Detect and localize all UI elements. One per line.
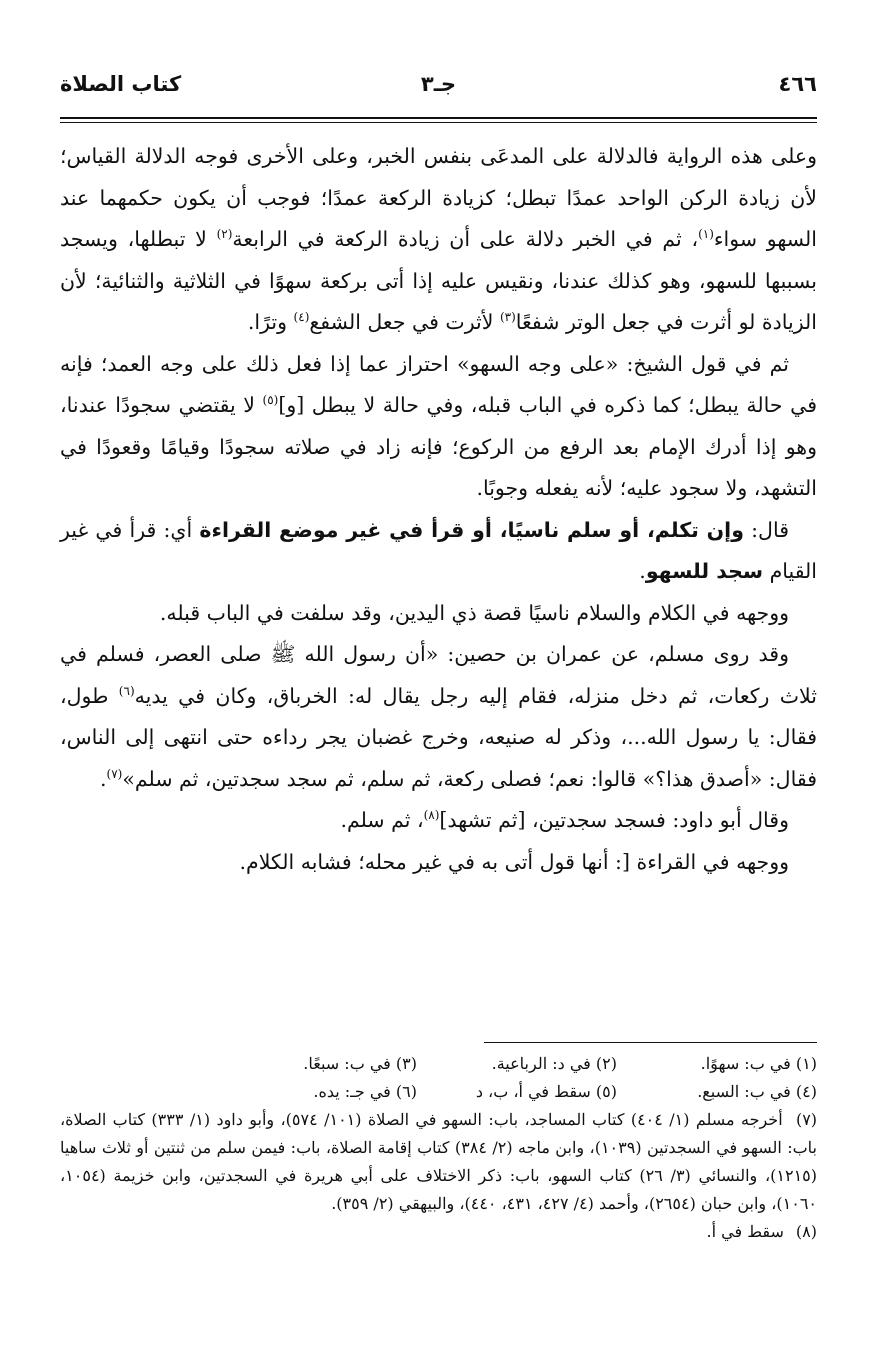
text-run: ، ثم سلم. (340, 808, 424, 832)
footnotes (60, 1050, 817, 1246)
paragraph-7 (60, 842, 817, 884)
footnote-separator (484, 1042, 817, 1043)
paragraph-1 (60, 136, 817, 344)
text-run: وترًا. (247, 310, 294, 334)
text-run: طول، فقال: يا رسول الله...، وذكر له صنيعه، وخرج غضبان يجر رداءه حتى انتهى إلى الناس، فقال: «أصدق هذا؟» قالوا: نعم؛ فصلى ركعة، ثم سلم، ثم سجد سجدتين، ثم سلم» (60, 683, 817, 791)
footnote-4: (٤) في ب: السبع. (697, 1082, 817, 1101)
footnote-ref[interactable]: (١) (698, 227, 714, 242)
text-run: أي: قرأ في غير القيام (60, 517, 817, 583)
text-run: وقد روى مسلم، عن عمران بن حصين: «أن رسول الله ﷺ صلى العصر، فسلم في ثلاث ركعات، ثم دخل منزله، فقام إليه رجل يقال له: الخرباق، وكان في يديه (60, 642, 817, 708)
paragraph-3 (60, 510, 817, 593)
main-text (60, 136, 817, 883)
footnote-ref[interactable]: (٢) (216, 227, 233, 242)
footnote-text: أخرجه مسلم (١/ ٤٠٤) كتاب المساجد، باب: السهو في الصلاة (١٠١/ ٥٧٤)، وأبو داود (١/ ٣٣٣) كتاب الصلاة، باب: السهو في السجدتين (١٠٣٩)، وابن ماجه (٢/ ٣٨٤) كتاب إقامة الصلاة، باب: فيمن سلم من ثنتين أو ثلاث ساهيا (١٢١٥)، والنسائي (٣/ ٢٦) كتاب السهو، باب: ذكر الاختلاف على أبي هريرة في السجدتين، وابن خزيمة (١٠٥٤، ١٠٦٠)، وابن حبان (٢٦٥٤)، وأحمد (٤/ ٤٢٧، ٤٣١، ٤٤٠)، والبيهقي (٢/ ٣٥٩). (60, 1110, 817, 1213)
paragraph-5 (60, 634, 817, 800)
header-rule-thin (60, 122, 817, 123)
footnote-ref[interactable]: (٧) (106, 766, 123, 781)
text-run: ثم في قول الشيخ: «على وجه السهو» احتراز عما إذا فعل ذلك على وجه العمد؛ فإنه في حالة يبطل؛ كما ذكره في الباب قبله، وفي حالة لا يبطل [و] (60, 351, 817, 417)
paragraph-6 (60, 800, 817, 842)
footnote-1: (١) في ب: سهوًا. (700, 1054, 817, 1073)
text-run: لأثرت في جعل الشفع (309, 310, 500, 334)
footnote-row (60, 1050, 817, 1078)
text-run: لا تبطلها، ويسجد بسببها للسهو، وهو كذلك عندنا، ونقيس عليه إذا أتى بركعة سهوًا في الثلاثية والثنائية؛ لأن الزيادة لو أثرت في جعل الوتر شفعًا (60, 227, 817, 334)
footnote-8 (60, 1218, 817, 1246)
footnote-ref[interactable]: (٤) (293, 310, 310, 325)
text-run: قال: (743, 517, 790, 542)
text-run: لا يقتضي سجودًا عندنا، وهو إذا أدرك الإمام بعد الرفع من الركوع؛ فإنه زاد في صلاته سجودًا وقيامًا وقعودًا في التشهد، ولا سجود عليه؛ لأنه يفعله وجوبًا. (60, 393, 817, 500)
page-number: ٤٦٦ (778, 72, 817, 96)
footnote-ref[interactable]: (٨) (423, 808, 440, 823)
footnote-number: (٨) (795, 1222, 817, 1241)
header-rule-thick (60, 117, 817, 119)
footnote-3: (٣) في ب: سبعًا. (303, 1054, 417, 1073)
text-run: ووجهه في القراءة [: أنها قول أتى به في غير محله؛ فشابه الكلام. (239, 849, 789, 874)
text-run: . (639, 559, 646, 583)
book-title: كتاب الصلاة (60, 72, 182, 96)
matn-text: سجد للسهو (645, 559, 764, 583)
footnote-5: (٥) سقط في أ، ب، د (475, 1082, 617, 1101)
footnote-row (60, 1078, 817, 1106)
text-run: . (99, 766, 107, 791)
footnote-text: سقط في أ. (706, 1222, 784, 1241)
text-run: وعلى هذه الرواية فالدلالة على المدعَى بنفس الخبر، وعلى الأخرى فوجه الدلالة القياس؛ لأن زيادة الركن الواحد عمدًا تبطل؛ كزيادة الركعة عمدًا؛ فوجب أن يكون حكمهما عند السهو سواء (60, 144, 817, 251)
footnote-6: (٦) في جـ: يده. (313, 1082, 417, 1101)
volume-label: جـ٣ (420, 72, 457, 96)
page-header (60, 72, 817, 106)
paragraph-2 (60, 344, 817, 510)
paragraph-4 (60, 593, 817, 635)
footnote-ref[interactable]: (٥) (262, 393, 279, 408)
text-run: ووجهه في الكلام والسلام ناسيًا قصة ذي اليدين، وقد سلفت في الباب قبله. (159, 600, 789, 625)
footnote-number: (٧) (795, 1110, 818, 1129)
matn-text: وإن تكلم، أو سلم ناسيًا، أو قرأ في غير موضع القراءة (199, 517, 744, 542)
text-run: وقال أبو داود: فسجد سجدتين، [ثم تشهد] (439, 808, 789, 832)
text-run: ، ثم في الخبر دلالة على أن زيادة الركعة في الرابعة (232, 227, 699, 251)
footnote-2: (٢) في د: الرباعية. (491, 1054, 617, 1073)
footnote-ref[interactable]: (٦) (118, 683, 135, 698)
footnote-ref[interactable]: (٣) (499, 310, 516, 325)
footnote-7 (60, 1106, 817, 1218)
